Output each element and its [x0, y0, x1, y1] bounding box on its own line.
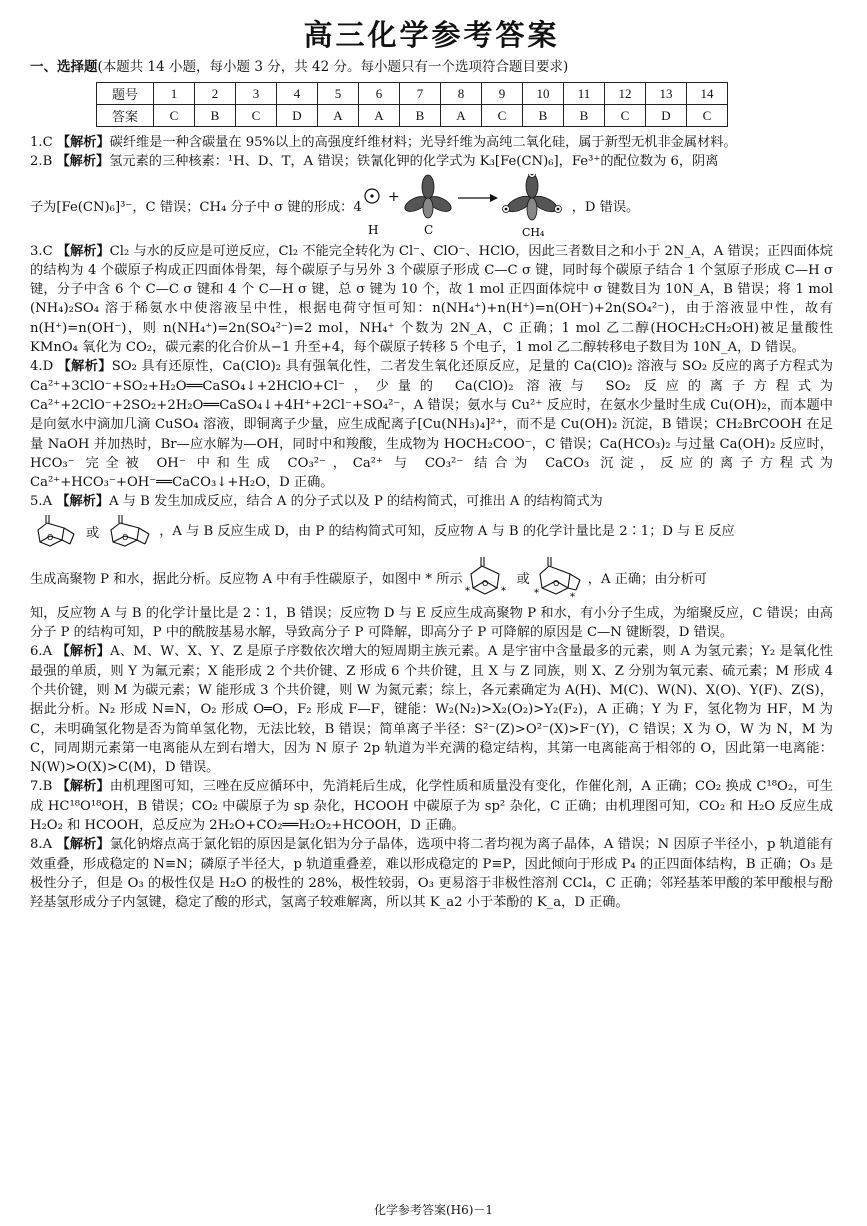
chiral-structure: [463, 554, 513, 602]
question-3-explanation: [30, 242, 833, 358]
table-cell: C: [236, 105, 277, 127]
table-cell: C: [687, 105, 728, 127]
table-cell: C: [154, 105, 195, 127]
page-title: 高三化学参考答案: [303, 18, 560, 52]
explanation-text: 子为[Fe(CN)₆]³⁻，C 错误；CH₄ 分子中 σ 键的形成：4: [30, 200, 362, 216]
question-4-explanation: [30, 357, 833, 492]
question-number: 3.C: [30, 243, 53, 259]
question-number: 2.B: [30, 154, 53, 170]
question-number: 7.B: [30, 779, 53, 795]
bicyclic-ketone-structure-alt: [105, 512, 155, 552]
table-cell: 10: [523, 83, 564, 105]
question-number: 1.C: [30, 135, 53, 150]
answer-table: [96, 82, 728, 127]
analysis-tag: 【解析】: [57, 359, 112, 375]
table-cell: C: [482, 105, 523, 127]
explanation-text: 由机理图可知，三唑在反应循环中，先消耗后生成，化学性质和质量没有变化，作催化剂，A 正确；CO₂ 换成 C¹⁸O₂，可生成 HC¹⁸O¹⁸OH，B 错误；CO₂ 中碳原子为 sp 杂化，HCOOH 中碳原子为 sp² 杂化，C 正确；由机理图可知，CO₂ 和 H₂O 反应生成 H₂O₂ 和 HCOOH，总反应为 2H₂O+CO₂══H₂O₂+HCOOH，D 正确。: [30, 779, 833, 834]
explanation-text: ，D 错误。: [571, 200, 640, 216]
explanation-text: 氯化钠熔点高于氯化铝的原因是氯化铝为分子晶体，选项中将二者均视为离子晶体，A 错误；N 因原子半径小，p 轨道能有效重叠，形成稳定的 N≡N；磷原子半径大，p 轨道重叠差，难以形成稳定的 P≡P，因此倾向于形成 P₄ 的正四面体结构，B 正确；O₃ 是极性分子，但是 O₃ 的极性仅是 H₂O 的极性的 28%，极性较弱，O₃ 更易溶于非极性溶剂 CCl₄，C 正确；邻羟基苯甲酸的苯甲酸根与酚羟基氢形成分子内氢键，稳定了酸的形式，氢离子较难解离，所以其 K_a2 小于苯酚的 K_a，D 正确。: [30, 837, 833, 911]
chiral-star: *: [569, 591, 575, 602]
analysis-tag: 【解析】: [56, 837, 110, 853]
explanation-text: ，A 与 B 反应生成 D，由 P 的结构简式可知，反应物 A 与 B 的化学计量比是 2∶1；D 与 E 反应: [159, 524, 735, 540]
table-cell: A: [318, 105, 359, 127]
question-7-explanation: [30, 777, 833, 835]
section-description: (本题共 14 小题，每小题 3 分，共 42 分。每小题只有一个选项符合题目要求): [97, 59, 569, 75]
table-cell: 14: [687, 83, 728, 105]
svg-text:+: +: [387, 188, 400, 205]
analysis-tag: 【解析】: [56, 494, 110, 510]
section-label: 一、选择题: [30, 59, 98, 75]
table-cell: A: [359, 105, 400, 127]
table-cell: 9: [482, 83, 523, 105]
question-5-explanation-cont: [30, 604, 833, 643]
table-cell: 12: [605, 83, 646, 105]
label-c: C: [423, 222, 433, 237]
table-cell: 4: [277, 83, 318, 105]
svg-text:O: O: [47, 532, 54, 542]
analysis-tag: 【解析】: [56, 644, 111, 660]
table-row-answers: [97, 105, 728, 127]
structure-row-1: [30, 512, 833, 552]
structure-row-2: [30, 552, 833, 604]
explanation-text: ，A 正确；由分析可: [587, 572, 707, 588]
table-cell: 8: [441, 83, 482, 105]
question-2-explanation: [30, 152, 833, 171]
question-8-explanation: [30, 835, 833, 912]
question-6-explanation: [30, 642, 833, 777]
table-cell: B: [400, 105, 441, 127]
svg-text:O: O: [481, 578, 488, 588]
table-cell: 11: [564, 83, 605, 105]
table-cell: 1: [154, 83, 195, 105]
table-row-numbers: [97, 83, 728, 105]
or-text: 或: [516, 572, 530, 588]
or-text: 或: [86, 526, 100, 542]
analysis-tag: 【解析】: [56, 135, 110, 150]
label-h: H: [367, 222, 379, 237]
label-ch4: CH₄: [521, 225, 545, 238]
explanation-text: 生成高聚物 P 和水，据此分析。反应物 A 中有手性碳原子，如图中 * 所示: [30, 572, 463, 588]
question-number: 8.A: [30, 837, 53, 853]
chiral-star: *: [500, 585, 506, 597]
table-cell: B: [564, 105, 605, 127]
question-1-explanation: [30, 133, 833, 152]
table-cell: A: [441, 105, 482, 127]
table-cell: B: [195, 105, 236, 127]
table-cell: B: [523, 105, 564, 127]
section-header: [30, 56, 833, 78]
table-cell: 2: [195, 83, 236, 105]
question-number: 4.D: [30, 359, 54, 375]
table-cell: D: [646, 105, 687, 127]
explanation-text: 碳纤维是一种含碳量在 95%以上的高强度纤维材料；光导纤维为高纯二氧化硅，属于新型无机非金属材料。: [109, 135, 737, 150]
explanation-text: SO₂ 具有还原性，Ca(ClO)₂ 具有强氧化性，二者发生氧化还原反应，足量的 Ca(ClO)₂ 溶液与 SO₂ 反应的离子方程式为 Ca²⁺+3ClO⁻+SO₂+H₂O══CaSO₄↓+2HClO+Cl⁻，少量的 Ca(ClO)₂ 溶液与 SO₂ 反应的离子方程式为 Ca²⁺+2ClO⁻+2SO₂+2H₂O══CaSO₄↓+4H⁺+2Cl⁻+SO₄²⁻，A 错误；氨水与 Cu²⁺ 反应时，在氨水少量时生成 Cu(OH)₂，而本题中是向氨水中滴加几滴 CuSO₄ 溶液，即铜离子少量，应生成配离子[Cu(NH₃)₄]²⁺，而不是 Cu(OH)₂ 沉淀，B 错误；CH₂BrCOOH 在足量 NaOH 并加热时，Br—应水解为—OH，同时中和羧酸，生成物为 HOCH₂COO⁻，C 错误；Ca(HCO₃)₂ 与过量 Ca(OH)₂ 反应时，HCO₃⁻ 完全被 OH⁻ 中和生成 CO₃²⁻，Ca²⁺ 与 CO₃²⁻ 结合为 CaCO₃ 沉淀，反应的离子方程式为 Ca²⁺+HCO₃⁻+OH⁻══CaCO₃↓+H₂O，D 正确。: [30, 359, 833, 491]
page-footer: 化学参考答案(H6)－1: [373, 1203, 494, 1217]
table-cell: D: [277, 105, 318, 127]
table-header-number: 题号: [97, 83, 154, 105]
orbital-overlap-diagram: [362, 174, 572, 238]
table-cell: 3: [236, 83, 277, 105]
bicyclic-ketone-structure: [30, 512, 80, 552]
table-cell: 5: [318, 83, 359, 105]
chiral-star: *: [533, 587, 539, 599]
explanation-text: 氢元素的三种核素：¹H、D、T，A 错误；铁氰化钾的化学式为 K₃[Fe(CN)₆]，Fe³⁺的配位数为 6，阴离: [109, 154, 719, 170]
chiral-star: *: [464, 585, 470, 597]
table-cell: 6: [359, 83, 400, 105]
table-cell: C: [605, 105, 646, 127]
explanation-text: A、M、W、X、Y、Z 是原子序数依次增大的短周期主族元素。A 是宇宙中含量最多的元素，则 A 为氢元素；Y₂ 是氧化性最强的单质，则 Y 为氟元素；X 能形成 2 个共价键、Z 形成 6 个共价键，且 X 与 Z 同族，则 X、Z 分别为氧元素、硫元素；M 形成 4 个共价键，则 M 为碳元素；W 能形成 3 个共价键，则 W 为氮元素；综上，各元素确定为 A(H)、M(C)、W(N)、X(O)、Y(F)、Z(S)，据此分析。N₂ 形成 N≡N，O₂ 形成 O═O，F₂ 形成 F—F，键能：W₂(N₂)>X₂(O₂)>Y₂(F₂)，A 正确；Y 为 F，氢化物为 HF，M 为 C，未明确氢化物是否为简单氢化物，无法比较，B 错误；简单离子半径：S²⁻(Z)>O²⁻(X)>F⁻(Y)，C 错误；X 为 O，W 为 N，M 为 C，同周期元素第一电离能从左到右增大，因为 N 原子 2p 轨道为半充满的稳定结构，其第一电离能高于相邻的 O，因此第一电离能：N(W)>O(X)>C(M)，D 错误。: [30, 644, 833, 776]
question-5-explanation: [30, 492, 833, 511]
svg-text:O: O: [122, 532, 129, 542]
orbital-diagram-row: [30, 174, 833, 238]
analysis-tag: 【解析】: [56, 154, 110, 170]
chiral-structure-alt: [534, 554, 588, 602]
table-header-answer: 答案: [97, 105, 154, 127]
explanation-text: 知，反应物 A 与 B 的化学计量比是 2∶1，B 错误；反应物 D 与 E 反应生成高聚物 P 和水，有小分子生成，为缩聚反应，C 错误；由高分子 P 的结构可知，P 中的酰胺基易水解，导致高分子 P 可降解，即高分子 P 可降解的原因是 C—N 键断裂，D 错误。: [30, 605, 833, 641]
explanation-text: Cl₂ 与水的反应是可逆反应，Cl₂ 不能完全转化为 Cl⁻、ClO⁻、HClO，因此三者数目之和小于 2N_A，A 错误；正四面体烷的结构为 4 个碳原子构成正四面体骨架，每个碳原子与另外 3 个碳原子形成 C—C σ 键，同时每个碳原子结合 1 个氢原子形成 C—H σ 键，分子中含 6 个 C—C σ 键和 4 个 C—H σ 键，总 σ 键为 10 个，故 1 mol 正四面体烷中 σ 键数目为 10N_A，B 错误；将 1 mol (NH₄)₂SO₄ 溶于稀氨水中使溶液呈中性，根据电荷守恒可知：n(NH₄⁺)+n(H⁺)=n(OH⁻)+2n(SO₄²⁻)，由于溶液显中性，故有 n(H⁺)=n(OH⁻)，则 n(NH₄⁺)=2n(SO₄²⁻)=2 mol，NH₄⁺ 个数为 2N_A，C 正确；1 mol 乙二醇(HOCH₂CH₂OH)被足量酸性 KMnO₄ 氧化为 CO₂，碳元素的化合价从−1 升至+4，每个碳原子转移 5 个电子，1 mol 乙二醇转移电子数目为 10N_A，D 错误。: [30, 243, 833, 356]
question-number: 6.A: [30, 644, 53, 660]
analysis-tag: 【解析】: [56, 243, 110, 259]
table-cell: 13: [646, 83, 687, 105]
svg-text:O: O: [552, 578, 560, 588]
table-cell: 7: [400, 83, 441, 105]
analysis-tag: 【解析】: [56, 779, 110, 795]
explanation-text: A 与 B 发生加成反应，结合 A 的分子式以及 P 的结构简式，可推出 A 的结构简式为: [109, 494, 603, 510]
question-number: 5.A: [30, 494, 53, 510]
